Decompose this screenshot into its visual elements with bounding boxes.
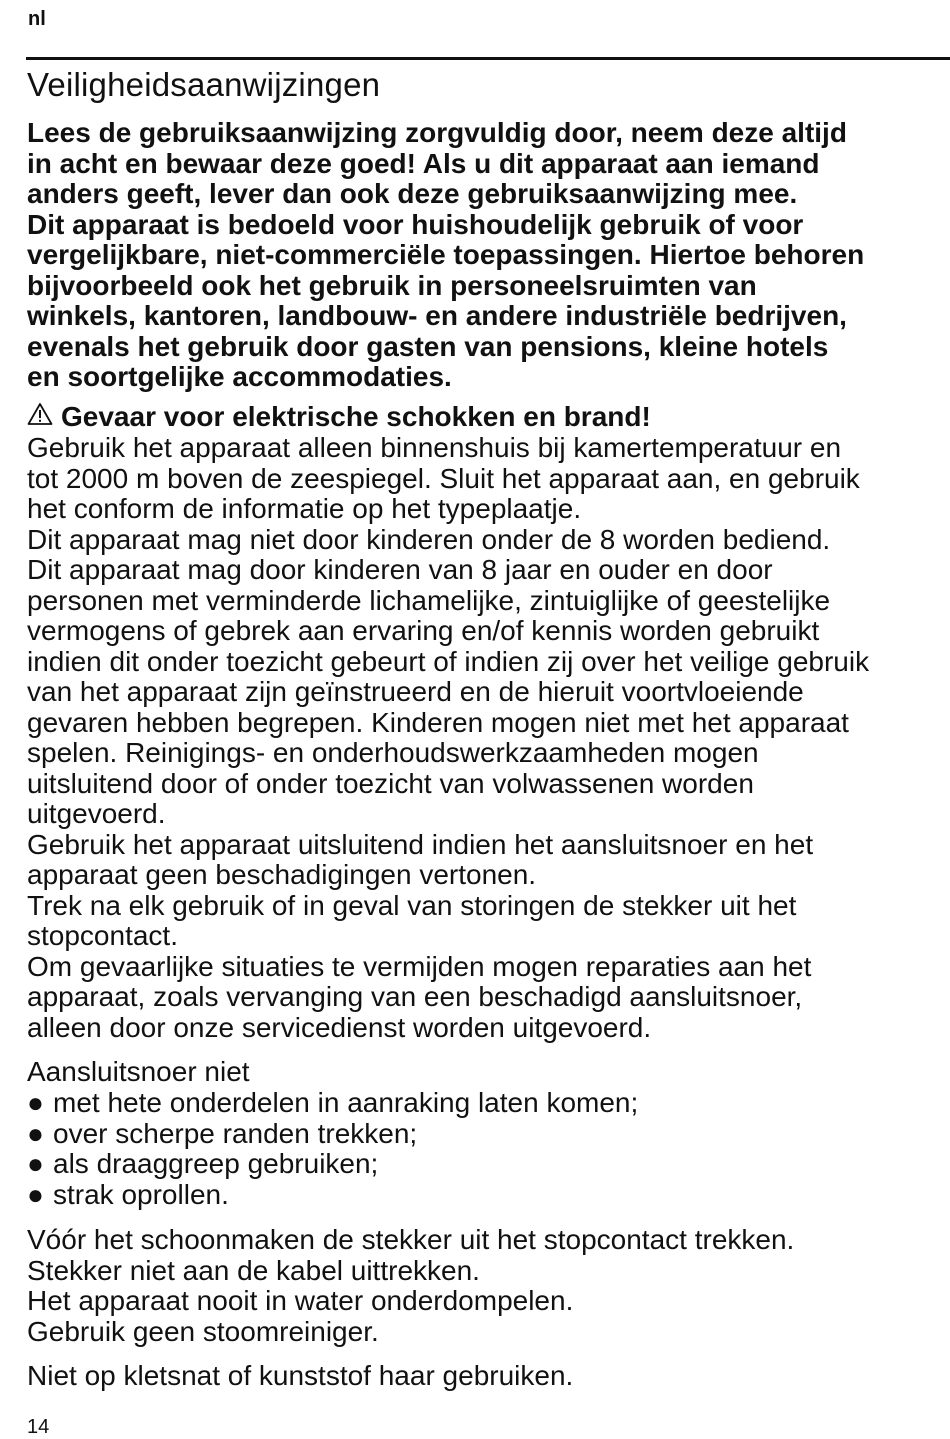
intro-paragraph: Lees de gebruiksaanwijzing zorgvuldig door, neem deze altijd in acht en bewaar deze goed! Als u dit apparaat aan iemand anders geeft, lever dan ook deze gebruiksaanwijzing mee. Dit apparaat is bedoeld voor huishoudelijk gebruik of voor vergelijkbare, niet-commerciële toepassingen. Hiertoe behoren bijvoorbeeld ook het gebruik in personeelsruimten van winkels, kantoren, landbouw- en andere industriële bedrijven, evenals het gebruik door gasten van pensions, kleine hotels en soortgelijke accommodaties. (27, 117, 865, 392)
bullet-icon: ● (27, 1148, 44, 1179)
safety-paragraph-1: Gebruik het apparaat alleen binnenshuis bij kamertemperatuur en tot 2000 m boven de zeespiegel. Sluit het apparaat aan, en gebruik het conform de informatie op het typeplaatje. Dit apparaat mag niet door kinderen onder de 8 worden bediend. Dit apparaat mag door kinderen van 8 jaar en ouder en door personen met verminderde lichamelijke, zintuiglijke of geestelijke vermogens of gebrek aan ervaring en/of kennis worden gebruikt indien dit onder toezicht gebeurt of indien zij over het veilige gebruik van het apparaat zijn geïnstrueerd en de hieruit voortvloeiende gevaren hebben begrepen. Kinderen mogen niet met het apparaat spelen. Reinigings- en onderhoudswerkzaamheden mogen uitsluitend door of onder toezicht van volwassenen worden uitgevoerd. Gebruik het apparaat uitsluitend indien het aansluitsnoer en het apparaat geen beschadigingen vertonen. Trek na elk gebruik of in geval van storingen de stekker uit het stopcontact. Om gevaarlijke situaties te vermijden mogen reparaties aan het apparaat, zoals vervanging van een beschadigd aansluitsnoer, alleen door onze servicedienst worden uitgevoerd. (27, 432, 870, 1043)
page-title: Veiligheidsaanwijzingen (27, 66, 381, 103)
warning-heading (27, 401, 651, 433)
bullet-icon: ● (27, 1117, 44, 1149)
cleaning-paragraph: Vóór het schoonmaken de stekker uit het stopcontact trekken. Stekker niet aan de kabel uittrekken. Het apparaat nooit in water onderdompelen. Gebruik geen stoomreiniger. (27, 1224, 795, 1347)
list-item: ● strak oprollen. (27, 1178, 229, 1210)
list-item: ● met hete onderdelen in aanraking laten komen; (27, 1087, 639, 1118)
language-label: nl (28, 8, 46, 30)
warning-heading-text: Gevaar voor elektrische schokken en brand! (61, 401, 651, 432)
list-item: ● als draaggreep gebruiken; (27, 1148, 379, 1179)
warning-triangle-icon (27, 401, 53, 433)
hair-paragraph: Niet op kletsnat of kunststof haar gebruiken. (27, 1360, 574, 1391)
cord-list (27, 1088, 638, 1210)
cord-intro: Aansluitsnoer niet (27, 1056, 250, 1087)
bullet-icon: ● (27, 1178, 44, 1210)
bullet-icon: ● (27, 1087, 44, 1118)
list-item: ● over scherpe randen trekken; (27, 1117, 418, 1149)
page-number: 14 (27, 1416, 50, 1438)
header-rule (26, 57, 950, 60)
